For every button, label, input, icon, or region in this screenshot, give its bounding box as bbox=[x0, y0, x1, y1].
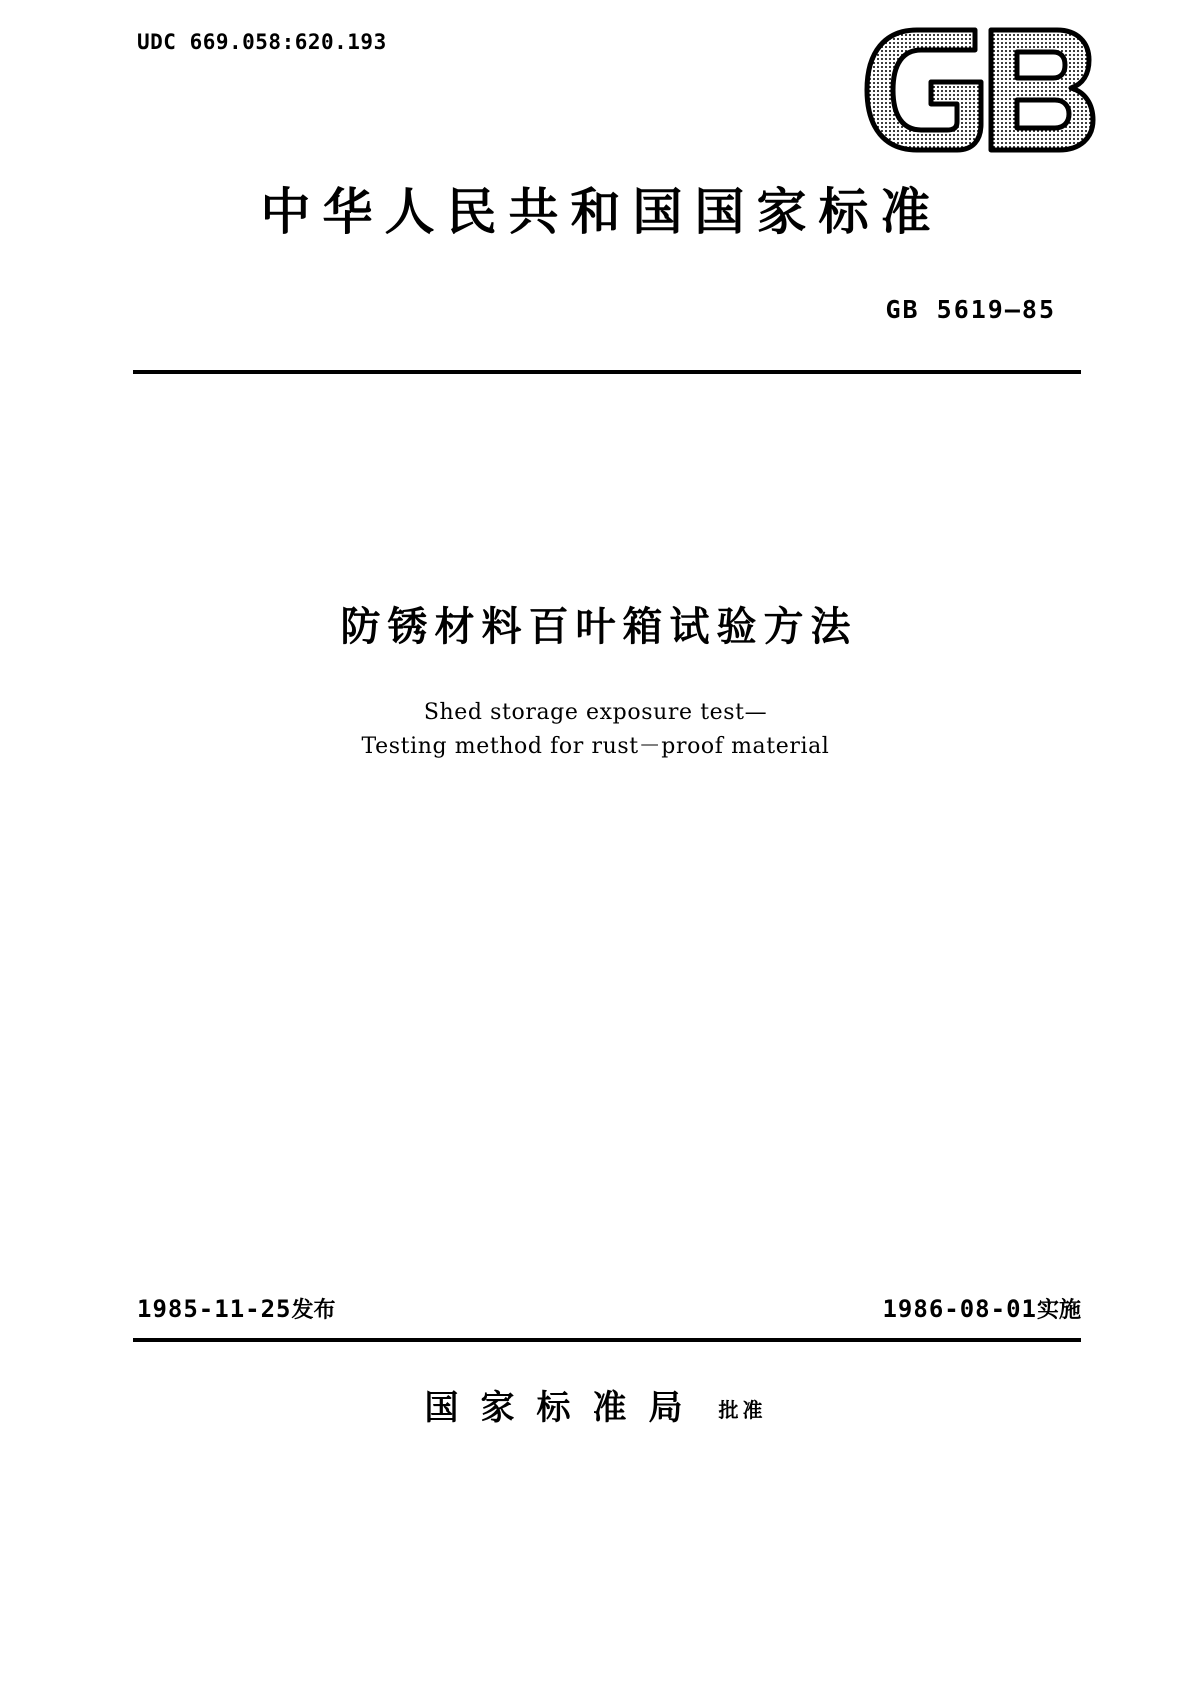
gb-logo-icon bbox=[861, 26, 1096, 154]
implementation-date-value: 1986-08-01 bbox=[882, 1295, 1037, 1323]
document-title-english-line2: Testing method for rust－proof material bbox=[361, 734, 830, 760]
document-title-chinese: 防锈材料百叶箱试验方法 bbox=[340, 604, 858, 650]
issue-date-value: 1985-11-25 bbox=[137, 1295, 292, 1323]
issue-date bbox=[137, 1293, 336, 1324]
document-title-english bbox=[0, 696, 1191, 764]
standard-number: GB 5619—85 bbox=[885, 295, 1056, 324]
national-standard-heading: 中华人民共和国国家标准 bbox=[260, 183, 943, 241]
implementation-date-label: 实施 bbox=[1036, 1298, 1081, 1323]
document-title-english-line1: Shed storage exposure test— bbox=[423, 700, 768, 725]
publisher-name: 国家标准局 bbox=[424, 1388, 705, 1428]
udc-code: UDC 669.058:620.193 bbox=[137, 30, 387, 54]
publisher-approval-label: 批准 bbox=[718, 1398, 767, 1422]
implementation-date bbox=[882, 1293, 1081, 1324]
header-divider bbox=[133, 370, 1081, 374]
issue-date-label: 发布 bbox=[291, 1298, 336, 1323]
footer-divider bbox=[133, 1338, 1081, 1342]
publisher-line bbox=[0, 1380, 1191, 1429]
